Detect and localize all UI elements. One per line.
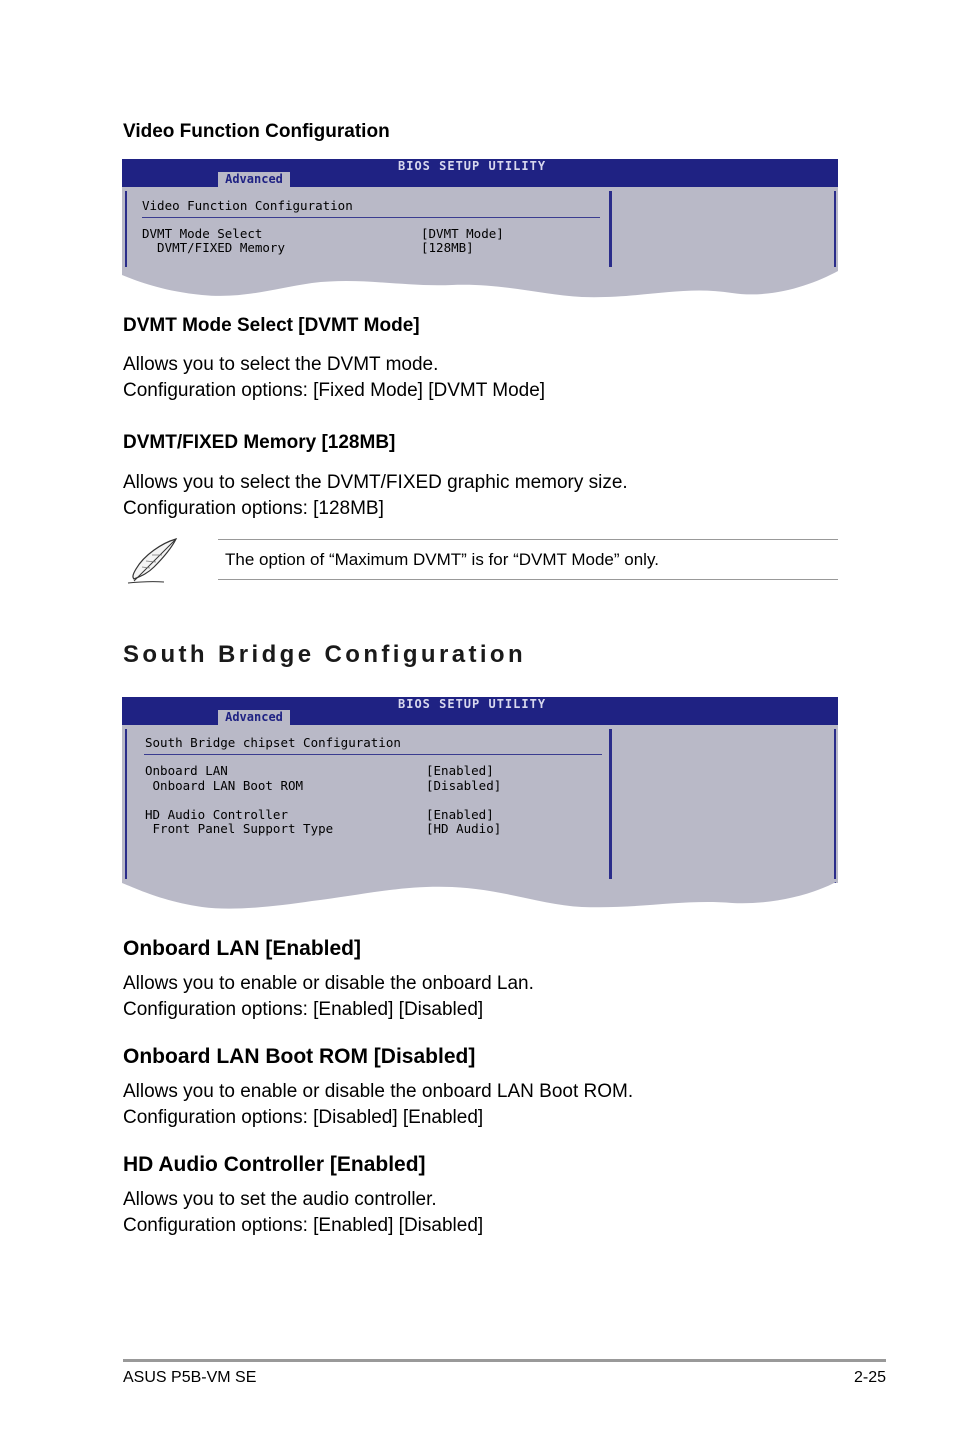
bios-left-panel	[125, 729, 611, 883]
bios-row-label: DVMT/FIXED Memory	[142, 240, 285, 255]
bios-row-label: HD Audio Controller	[145, 807, 288, 822]
bios-panel-title: South Bridge chipset Configuration	[145, 735, 401, 750]
options-line: Configuration options: [Fixed Mode] [DVMT Mode]	[123, 380, 546, 401]
bios-screenshot-south-bridge	[122, 697, 838, 911]
description-line: Allows you to set the audio controller.	[123, 1189, 437, 1210]
item-heading: DVMT/FIXED Memory [128MB]	[123, 432, 396, 453]
footer-product: ASUS P5B-VM SE	[123, 1369, 257, 1386]
bios-row-value: [Enabled]	[426, 763, 494, 778]
bios-left-panel	[125, 191, 611, 271]
bios-body	[122, 187, 838, 271]
bios-utility-title: BIOS SETUP UTILITY	[398, 159, 547, 173]
bios-body	[122, 725, 838, 883]
bios-screenshot-video	[122, 159, 838, 299]
item-heading: Onboard LAN [Enabled]	[123, 937, 361, 960]
bios-row-label: Onboard LAN Boot ROM	[145, 778, 304, 793]
bios-help-panel	[610, 729, 836, 883]
bios-help-panel	[610, 191, 836, 271]
torn-edge-wave	[122, 879, 838, 911]
item-heading: DVMT Mode Select [DVMT Mode]	[123, 315, 420, 336]
description-line: Allows you to select the DVMT/FIXED graphic memory size.	[123, 472, 628, 493]
options-line: Configuration options: [128MB]	[123, 498, 384, 519]
footer-page-number: 2-25	[853, 1369, 886, 1386]
description-line: Allows you to enable or disable the onboard LAN Boot ROM.	[123, 1081, 634, 1102]
bios-row-value: [Disabled]	[426, 778, 502, 793]
item-heading: Onboard LAN Boot ROM [Disabled]	[123, 1045, 476, 1068]
bios-separator	[144, 754, 602, 755]
bios-title-bar	[122, 697, 838, 725]
note-text: The option of “Maximum DVMT” is for “DVMT Mode” only.	[225, 550, 659, 569]
torn-edge-wave	[122, 267, 838, 299]
options-line: Configuration options: [Enabled] [Disabled]	[123, 1215, 484, 1236]
options-line: Configuration options: [Disabled] [Enabled]	[123, 1107, 484, 1128]
options-line: Configuration options: [Enabled] [Disabled]	[123, 999, 484, 1020]
note-top-rule	[218, 539, 838, 540]
footer-rule	[123, 1359, 886, 1362]
bios-utility-title: BIOS SETUP UTILITY	[398, 697, 547, 711]
bios-row-value: [128MB]	[421, 240, 474, 255]
item-description	[123, 1187, 483, 1239]
item-description	[123, 470, 628, 522]
bios-separator	[142, 217, 600, 218]
section-heading-video: Video Function Configuration	[123, 121, 390, 142]
bios-panel-title: Video Function Configuration	[142, 198, 353, 213]
bios-title-bar	[122, 159, 838, 187]
description-line: Allows you to enable or disable the onboard Lan.	[123, 973, 534, 994]
description-line: Allows you to select the DVMT mode.	[123, 354, 439, 375]
bios-row-label: Front Panel Support Type	[145, 821, 334, 836]
item-description	[123, 971, 534, 1023]
bios-tab-advanced: Advanced	[218, 710, 290, 725]
feather-note-icon	[124, 537, 182, 587]
section-title: South Bridge Configuration	[123, 641, 527, 668]
item-description	[123, 352, 545, 404]
bios-row-label: Onboard LAN	[145, 763, 228, 778]
bios-tab-advanced: Advanced	[218, 172, 290, 187]
bios-row-label: DVMT Mode Select	[142, 226, 263, 241]
item-description	[123, 1079, 633, 1131]
note-bottom-rule	[218, 579, 838, 580]
bios-row-value: [Enabled]	[426, 807, 494, 822]
item-heading: HD Audio Controller [Enabled]	[123, 1153, 426, 1176]
bios-row-value: [HD Audio]	[426, 821, 502, 836]
bios-row-value: [DVMT Mode]	[421, 226, 504, 241]
